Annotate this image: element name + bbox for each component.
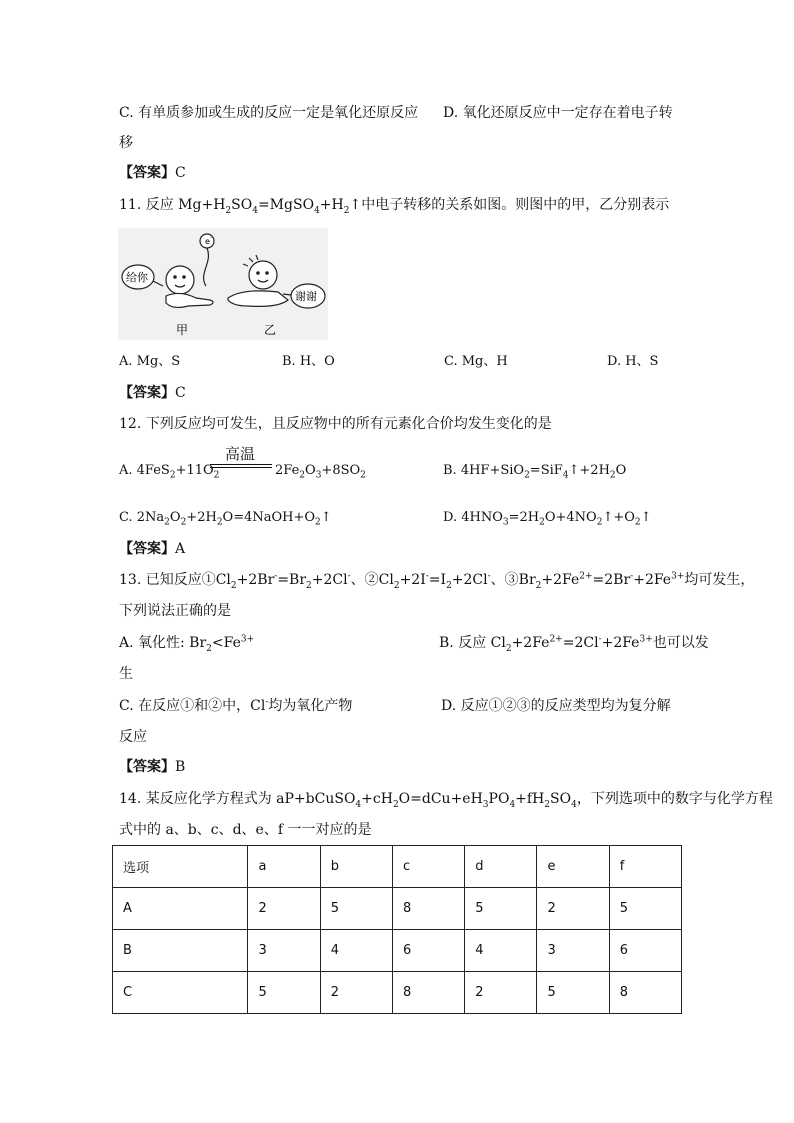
table-row [113,888,682,930]
q14-options-table [112,845,682,1014]
table-cell: 5 [465,888,537,930]
q12-option-a: A. $4FeS_2+11O_2$ [119,463,220,481]
q11-option-b: B. H、O [282,354,335,369]
table-cell: d [465,846,537,888]
q12-option-c: C. $2Na_2O_2+2H_2O=4NaOH+O_2↑$ [119,510,332,528]
svg-text:-: - [210,235,212,241]
yi-label: 乙 [264,323,277,337]
q10-answer: 【答案】C [119,165,186,181]
q11-option-d: D. H、S [607,354,659,369]
q13-option-a: A. 氧化性: $Br_2<Fe^{3+}$ [119,634,255,654]
table-cell: 2 [465,972,537,1014]
q12-stem: 12. 下列反应均可发生，且反应物中的所有元素化合价均发生变化的是 [119,416,552,432]
q14-stem-line2: 式中的 a、b、c、d、e、f 一一对应的是 [119,822,372,838]
q13-option-c: C. 在反应①和②中，Cl-均为氧化产物 [119,697,353,714]
q11-stem: 11. 反应 $Mg+H_2SO_4=MgSO_4+H_2↑$中电子转移的关系如图。则图中的甲，乙分别表示 [119,197,670,216]
table-cell: 5 [609,888,681,930]
q10-option-d-cont: 移 [119,135,133,151]
q13-stem-line2: 下列说法正确的是 [119,603,231,619]
q10-option-d: D. 氧化还原反应中一定存在着电子转 [443,105,673,121]
q14-stem: 14. 某反应化学方程式为 $aP+bCuSO_4+cH_2O=dCu+eH_3PO_4+fH_2SO_4$，下列选项中的数字与化学方程 [119,791,773,810]
table-row [113,930,682,972]
table-row [113,972,682,1014]
q13-option-b-cont: 生 [119,666,133,682]
table-cell: 2 [537,888,609,930]
thanks-label: 谢谢 [295,290,317,303]
q13-option-b: B. 反应 $Cl_2+2Fe^{2+}=2Cl^-+2Fe^{3+}$也可以发 [439,634,709,654]
jia-label: 甲 [176,323,189,337]
table-cell: 选项 [113,846,248,888]
table-cell: 5 [320,888,392,930]
table-cell: 2 [320,972,392,1014]
table-cell: 5 [537,972,609,1014]
table-cell: 6 [609,930,681,972]
table-cell: A [113,888,248,930]
table-cell: c [392,846,464,888]
table-cell: 4 [465,930,537,972]
table-cell: 8 [609,972,681,1014]
table-cell: C [113,972,248,1014]
table-cell: b [320,846,392,888]
q13-option-d-cont: 反应 [119,729,147,745]
table-cell: 2 [248,888,320,930]
q12-option-d: D. $4HNO_3=2H_2O+4NO_2↑+O_2↑$ [443,510,652,528]
q11-option-c: C. Mg、H [444,354,508,369]
table-cell: 3 [537,930,609,972]
table-cell: 6 [392,930,464,972]
q11-option-a: A. Mg、S [119,354,181,369]
table-cell: 8 [392,972,464,1014]
table-cell: B [113,930,248,972]
table-header-row [113,846,682,888]
q11-answer: 【答案】C [119,385,186,401]
give-you-label: 给你 [126,271,148,284]
q13-answer: 【答案】B [119,759,186,775]
electron-label: e [205,237,210,246]
table-cell: 3 [248,930,320,972]
q12-answer: 【答案】A [119,541,186,557]
table-cell: a [248,846,320,888]
table-cell: 8 [392,888,464,930]
q12-option-b: B. $4HF+SiO_2=SiF_4↑+2H_2O$ [443,463,627,481]
table-cell: 5 [248,972,320,1014]
table-cell: 4 [320,930,392,972]
q12-option-a-product: $2Fe_2O_3+8SO_2$ [275,463,366,481]
q10-option-c: C. 有单质参加或生成的反应一定是氧化还原反应 [119,105,419,121]
table-cell: f [609,846,681,888]
q13-option-d: D. 反应①②③的反应类型均为复分解 [441,698,671,714]
table-cell: e [537,846,609,888]
q13-stem: 13. 已知反应$①Cl_2+2Br^-=Br_2+2Cl^-$、$②Cl_2+2I^-=I_2+2Cl^-$、$③Br_2+2Fe^{2+}=2Br^-+2Fe^{3+}$均可发生， [119,571,755,591]
q11-figure [118,228,328,340]
q12-condition: 高温 [225,445,256,463]
